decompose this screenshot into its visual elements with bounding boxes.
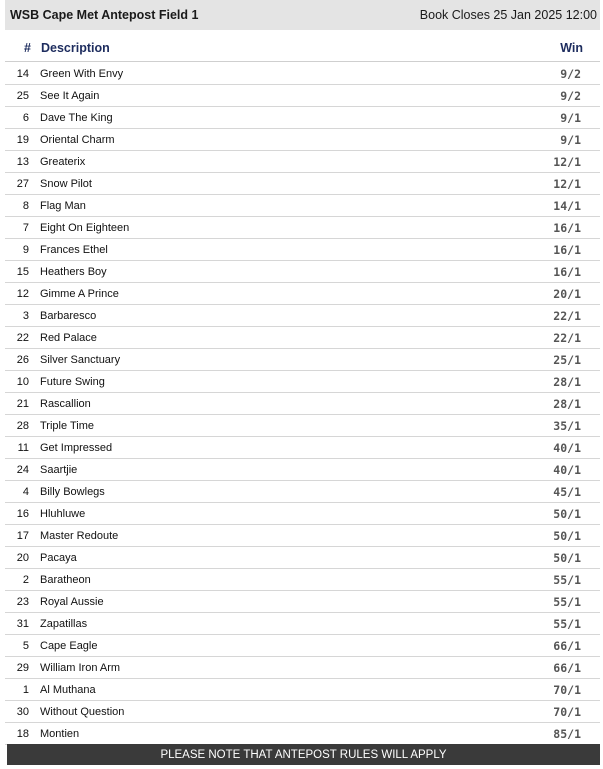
- runner-name: Hluhluwe: [40, 507, 86, 520]
- column-header-number: #: [24, 40, 31, 55]
- win-odds[interactable]: 9/2: [560, 88, 581, 103]
- table-row[interactable]: [5, 701, 600, 723]
- table-row[interactable]: [5, 459, 600, 481]
- table-row[interactable]: [5, 283, 600, 305]
- runner-number: 15: [16, 265, 29, 278]
- table-row[interactable]: [5, 415, 600, 437]
- runner-number: 3: [22, 309, 29, 322]
- runner-number: 7: [22, 221, 29, 234]
- table-row[interactable]: [5, 261, 600, 283]
- runner-number: 6: [22, 111, 29, 124]
- runner-number: 21: [16, 397, 29, 410]
- table-row[interactable]: [5, 63, 600, 85]
- table-header: [5, 34, 600, 62]
- runner-number: 20: [16, 551, 29, 564]
- win-odds[interactable]: 50/1: [553, 506, 581, 521]
- runner-number: 17: [16, 529, 29, 542]
- runner-number: 8: [22, 199, 29, 212]
- table-row[interactable]: [5, 591, 600, 613]
- runner-name: Dave The King: [40, 111, 113, 124]
- runners-table-body: [5, 63, 600, 745]
- runner-number: 23: [16, 595, 29, 608]
- runner-name: Silver Sanctuary: [40, 353, 121, 366]
- runner-number: 31: [16, 617, 29, 630]
- win-odds[interactable]: 50/1: [553, 528, 581, 543]
- runner-number: 18: [16, 727, 29, 740]
- runner-number: 30: [16, 705, 29, 718]
- runner-number: 19: [16, 133, 29, 146]
- table-row[interactable]: [5, 437, 600, 459]
- win-odds[interactable]: 9/1: [560, 110, 581, 125]
- table-row[interactable]: [5, 371, 600, 393]
- runner-name: Get Impressed: [40, 441, 113, 454]
- table-row[interactable]: [5, 481, 600, 503]
- table-row[interactable]: [5, 173, 600, 195]
- runner-name: Master Redoute: [40, 529, 119, 542]
- table-row[interactable]: [5, 393, 600, 415]
- win-odds[interactable]: 45/1: [553, 484, 581, 499]
- win-odds[interactable]: 12/1: [553, 154, 581, 169]
- win-odds[interactable]: 16/1: [553, 242, 581, 257]
- win-odds[interactable]: 35/1: [553, 418, 581, 433]
- runner-number: 1: [22, 683, 29, 696]
- table-row[interactable]: [5, 107, 600, 129]
- runner-number: 4: [22, 485, 29, 498]
- win-odds[interactable]: 55/1: [553, 572, 581, 587]
- runner-number: 29: [16, 661, 29, 674]
- win-odds[interactable]: 66/1: [553, 638, 581, 653]
- runner-name: Rascallion: [40, 397, 91, 410]
- win-odds[interactable]: 9/2: [560, 66, 581, 81]
- runner-name: Royal Aussie: [40, 595, 104, 608]
- market-title: WSB Cape Met Antepost Field 1: [10, 8, 199, 22]
- table-row[interactable]: [5, 679, 600, 701]
- runner-number: 22: [16, 331, 29, 344]
- runner-name: See It Again: [40, 89, 100, 102]
- runner-name: Future Swing: [40, 375, 105, 388]
- runner-name: Flag Man: [40, 199, 86, 212]
- win-odds[interactable]: 85/1: [553, 726, 581, 741]
- win-odds[interactable]: 12/1: [553, 176, 581, 191]
- table-row[interactable]: [5, 217, 600, 239]
- win-odds[interactable]: 40/1: [553, 440, 581, 455]
- table-row[interactable]: [5, 657, 600, 679]
- market-header: [5, 0, 600, 30]
- runner-number: 11: [17, 441, 29, 454]
- runner-name: Green With Envy: [40, 67, 124, 80]
- column-header-win: Win: [560, 40, 583, 55]
- win-odds[interactable]: 28/1: [553, 374, 581, 389]
- runner-name: Saartjie: [40, 463, 78, 476]
- table-row[interactable]: [5, 305, 600, 327]
- runner-name: Baratheon: [40, 573, 91, 586]
- win-odds[interactable]: 40/1: [553, 462, 581, 477]
- win-odds[interactable]: 55/1: [553, 594, 581, 609]
- win-odds[interactable]: 25/1: [553, 352, 581, 367]
- win-odds[interactable]: 16/1: [553, 220, 581, 235]
- runner-name: Pacaya: [40, 551, 77, 564]
- runner-name: Heathers Boy: [40, 265, 107, 278]
- win-odds[interactable]: 66/1: [553, 660, 581, 675]
- win-odds[interactable]: 22/1: [553, 308, 581, 323]
- table-row[interactable]: [5, 613, 600, 635]
- runner-number: 2: [22, 573, 29, 586]
- win-odds[interactable]: 70/1: [553, 682, 581, 697]
- win-odds[interactable]: 50/1: [553, 550, 581, 565]
- runner-name: Al Muthana: [40, 683, 96, 696]
- book-closes-text: Book Closes 25 Jan 2025 12:00: [419, 8, 597, 22]
- table-row[interactable]: [5, 129, 600, 151]
- runner-name: Gimme A Prince: [40, 287, 119, 300]
- win-odds[interactable]: 14/1: [553, 198, 581, 213]
- table-row[interactable]: [5, 195, 600, 217]
- table-row[interactable]: [5, 569, 600, 591]
- table-row[interactable]: [5, 239, 600, 261]
- runner-name: Snow Pilot: [40, 177, 92, 190]
- win-odds[interactable]: 16/1: [553, 264, 581, 279]
- column-header-description: Description: [41, 40, 110, 55]
- runner-number: 26: [16, 353, 29, 366]
- table-row[interactable]: [5, 151, 600, 173]
- win-odds[interactable]: 9/1: [560, 132, 581, 147]
- runner-name: Frances Ethel: [40, 243, 108, 256]
- win-odds[interactable]: 70/1: [553, 704, 581, 719]
- win-odds[interactable]: 20/1: [553, 286, 581, 301]
- runner-number: 16: [16, 507, 29, 520]
- runner-number: 9: [22, 243, 29, 256]
- runner-name: Without Question: [40, 705, 125, 718]
- table-row[interactable]: [5, 327, 600, 349]
- win-odds[interactable]: 22/1: [553, 330, 581, 345]
- runner-number: 24: [16, 463, 29, 476]
- antepost-rules-notice: PLEASE NOTE THAT ANTEPOST RULES WILL APPLY: [7, 744, 600, 765]
- runner-name: Billy Bowlegs: [40, 485, 105, 498]
- table-row[interactable]: [5, 349, 600, 371]
- runner-name: Barbaresco: [40, 309, 97, 322]
- runner-name: Oriental Charm: [40, 133, 115, 146]
- win-odds[interactable]: 28/1: [553, 396, 581, 411]
- runner-number: 25: [16, 89, 29, 102]
- table-row[interactable]: [5, 525, 600, 547]
- table-row[interactable]: [5, 85, 600, 107]
- win-odds[interactable]: 55/1: [553, 616, 581, 631]
- runner-number: 28: [16, 419, 29, 432]
- runner-name: Red Palace: [40, 331, 97, 344]
- table-row[interactable]: [5, 723, 600, 745]
- runner-number: 13: [16, 155, 29, 168]
- runner-name: Greaterix: [40, 155, 86, 168]
- runner-name: Zapatillas: [40, 617, 88, 630]
- runner-name: Montien: [40, 727, 80, 740]
- runner-number: 27: [16, 177, 29, 190]
- runner-name: Cape Eagle: [40, 639, 98, 652]
- runner-name: William Iron Arm: [40, 661, 121, 674]
- table-row[interactable]: [5, 635, 600, 657]
- runner-number: 5: [22, 639, 29, 652]
- table-row[interactable]: [5, 503, 600, 525]
- runner-number: 14: [16, 67, 29, 80]
- runner-number: 10: [16, 375, 29, 388]
- runner-number: 12: [16, 287, 29, 300]
- runner-name: Triple Time: [40, 419, 94, 432]
- table-row[interactable]: [5, 547, 600, 569]
- runner-name: Eight On Eighteen: [40, 221, 130, 234]
